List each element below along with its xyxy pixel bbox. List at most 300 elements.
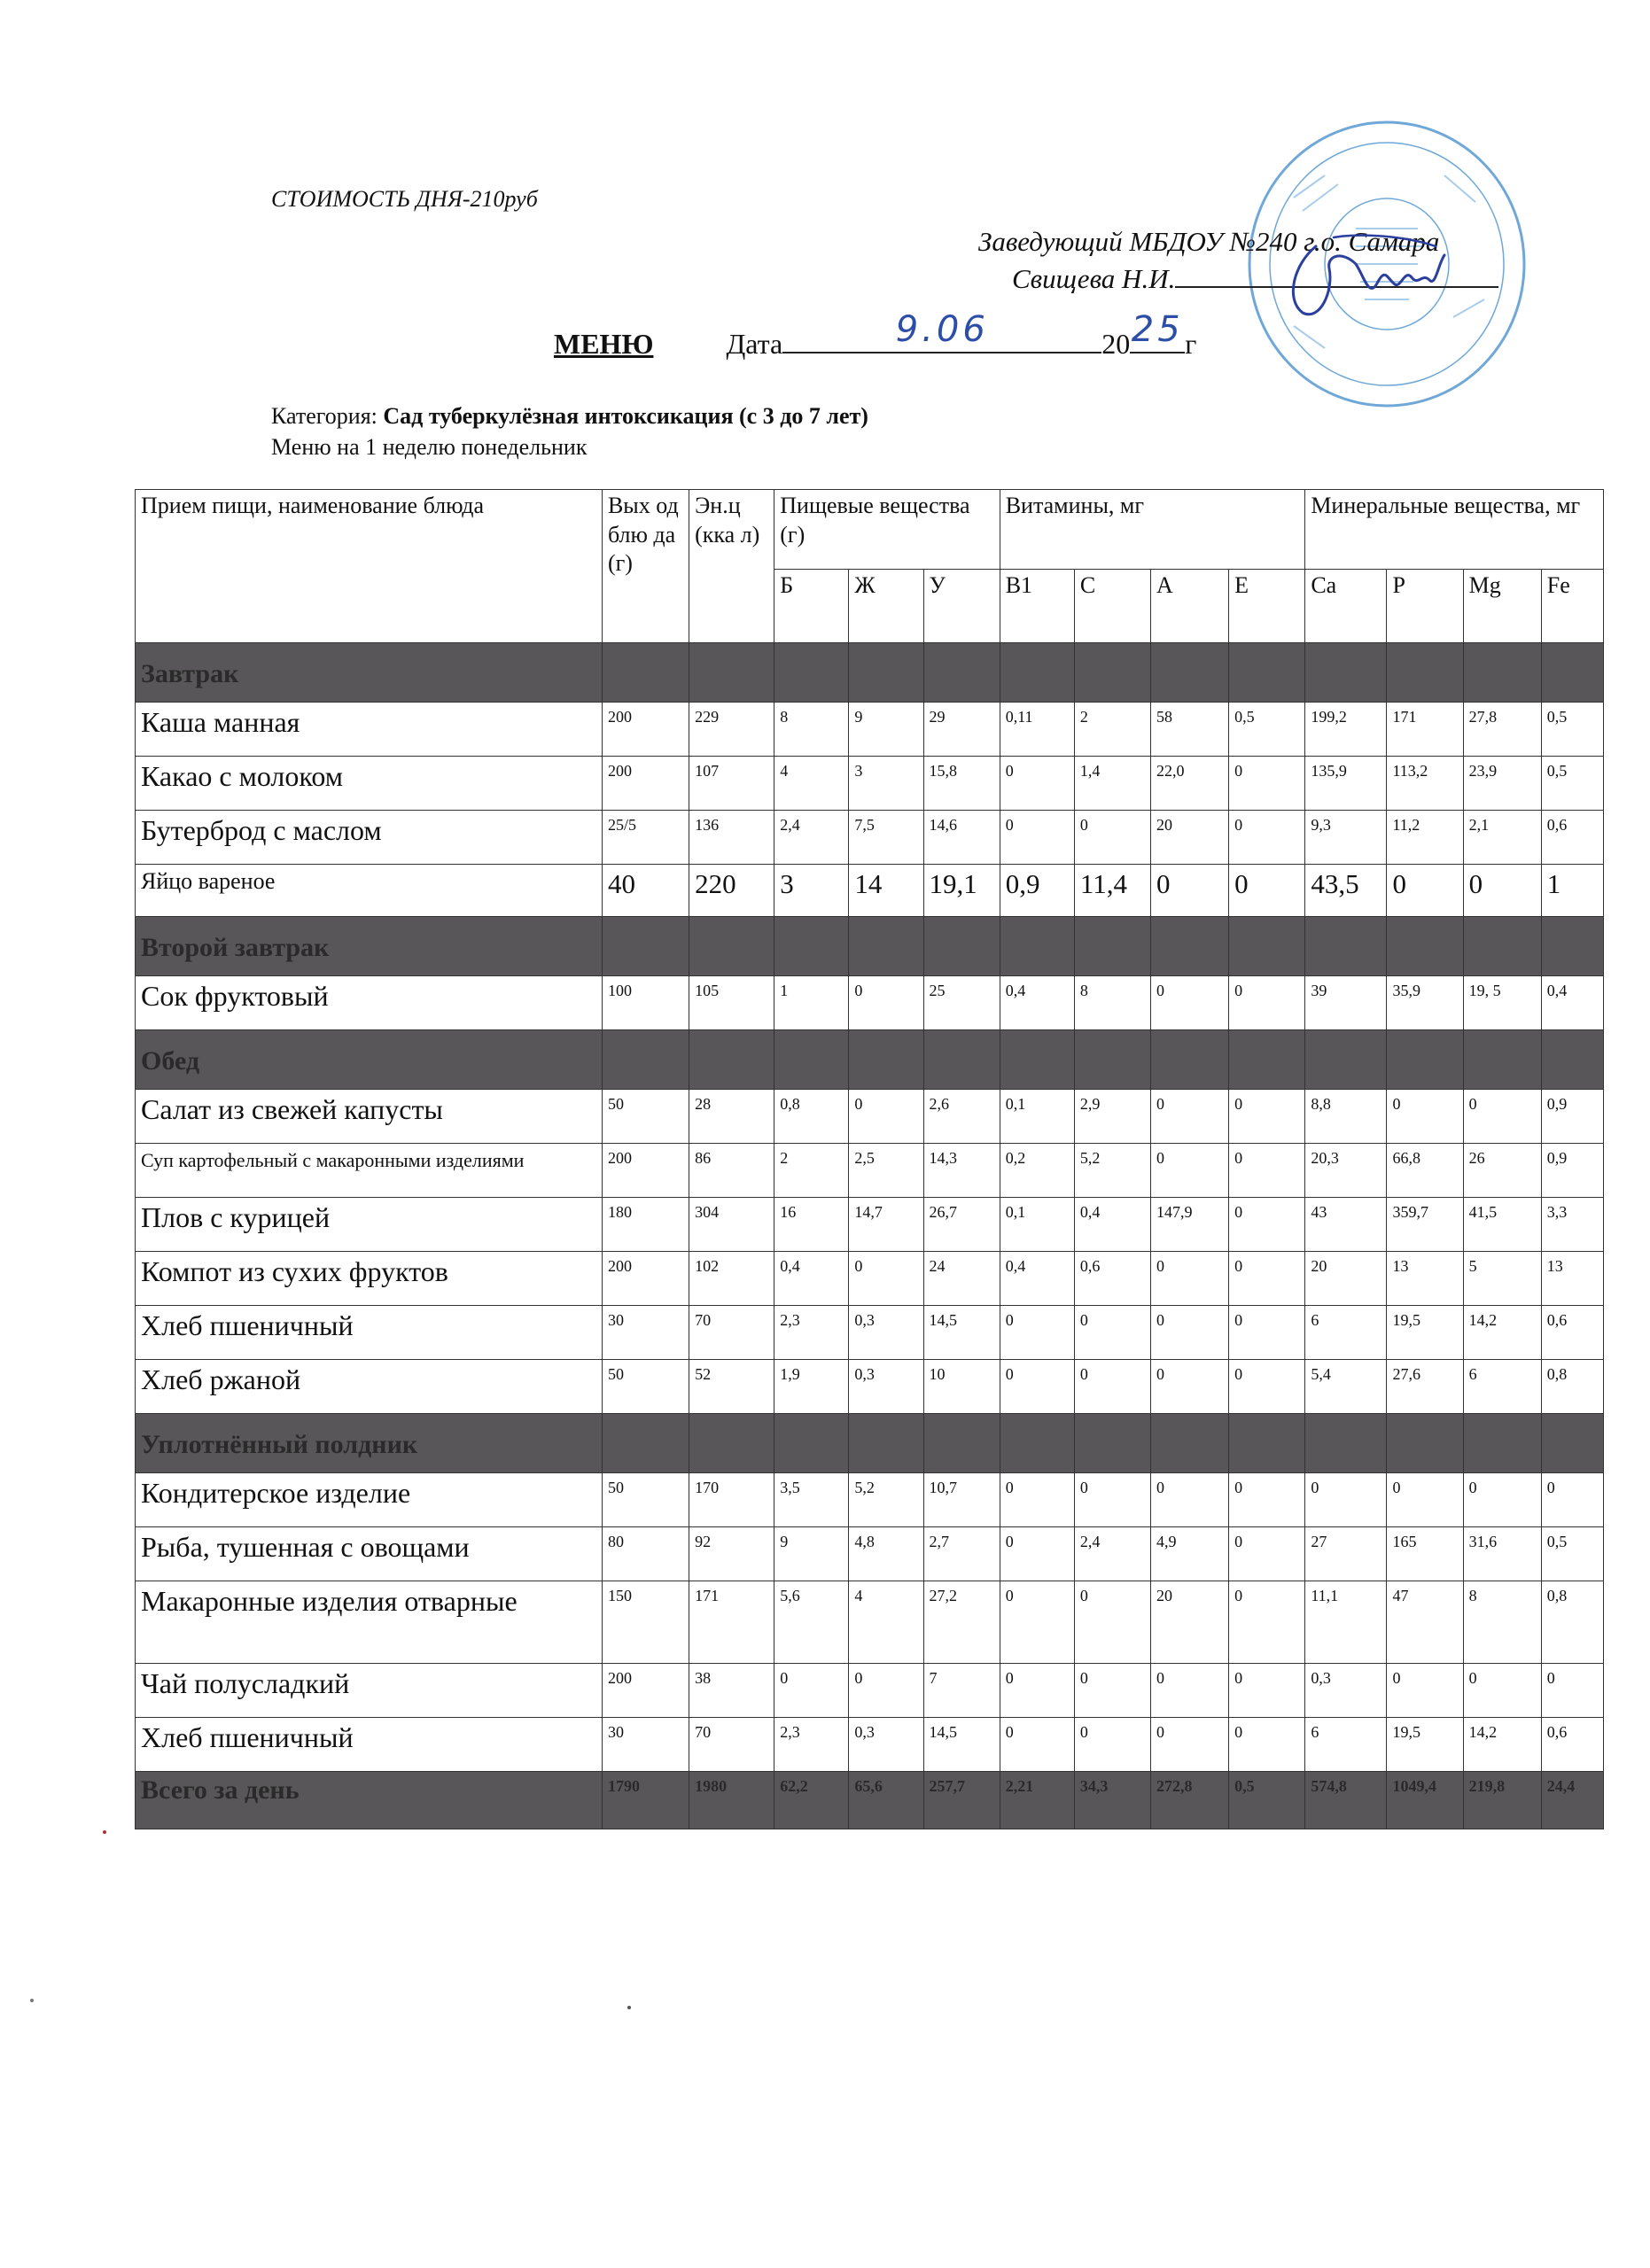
value-cell: 7,5 [849,811,923,865]
table-row [136,1527,1604,1581]
value-cell: 38 [689,1664,774,1718]
table-row [136,811,1604,865]
section-cell [774,917,849,976]
value-cell: 5,2 [849,1473,923,1527]
menu-table [135,489,1604,1829]
value-cell: 14,2 [1463,1718,1541,1772]
section-cell [1463,917,1541,976]
section-cell [602,1414,689,1473]
dish-name: Суп картофельный с макаронными изделиями [136,1144,603,1198]
total-cell: 257,7 [923,1772,1000,1829]
value-cell: 0 [1229,865,1305,917]
value-cell: 2,3 [774,1718,849,1772]
section-cell [1074,1030,1150,1090]
section-cell [1074,917,1150,976]
value-cell: 2,9 [1074,1090,1150,1144]
dish-name: Сок фруктовый [136,976,603,1030]
value-cell: 107 [689,757,774,811]
section-title: Уплотнённый полдник [136,1414,603,1473]
value-cell: 5 [1463,1252,1541,1306]
value-cell: 22,0 [1150,757,1228,811]
dish-name: Салат из свежей капусты [136,1090,603,1144]
section-cell [1074,1414,1150,1473]
section-cell [602,917,689,976]
value-cell: 0,5 [1541,757,1603,811]
value-cell: 13 [1541,1252,1603,1306]
value-cell: 0,4 [774,1252,849,1306]
value-cell: 147,9 [1150,1198,1228,1252]
col-energy: Эн.ц (кка л) [689,490,774,643]
value-cell: 3,3 [1541,1198,1603,1252]
value-cell: 0 [1229,1144,1305,1198]
section-cell [689,1030,774,1090]
section-cell [1000,1414,1074,1473]
value-cell: 200 [602,703,689,757]
table-row [136,757,1604,811]
value-cell: 0 [1150,1306,1228,1360]
value-cell: 30 [602,1306,689,1360]
section-cell [1000,917,1074,976]
value-cell: 0,6 [1074,1252,1150,1306]
value-cell: 0,9 [1541,1090,1603,1144]
col-dish: Прием пищи, наименование блюда [136,490,603,643]
value-cell: 2,6 [923,1090,1000,1144]
section-cell [689,1414,774,1473]
value-cell: 0 [1000,1664,1074,1718]
value-cell: 6 [1305,1718,1387,1772]
value-cell: 0 [1000,1360,1074,1414]
category-label: Категория: [271,403,377,429]
value-cell: 50 [602,1473,689,1527]
dish-name: Яйцо вареное [136,865,603,917]
section-cell [1387,1030,1463,1090]
value-cell: 23,9 [1463,757,1541,811]
value-cell: 8 [1463,1581,1541,1664]
scan-speck [627,2006,631,2009]
section-cell [1150,917,1228,976]
subcol-4: С [1074,570,1150,643]
scan-speck [30,1999,34,2002]
value-cell: 25 [923,976,1000,1030]
value-cell: 14 [849,865,923,917]
section-row [136,1414,1604,1473]
value-cell: 31,6 [1463,1527,1541,1581]
value-cell: 135,9 [1305,757,1387,811]
section-cell [689,643,774,703]
table-row [136,1360,1604,1414]
value-cell: 29 [923,703,1000,757]
table-row [136,976,1604,1030]
table-row [136,1718,1604,1772]
section-cell [1541,1414,1603,1473]
value-cell: 5,2 [1074,1144,1150,1198]
value-cell: 200 [602,1144,689,1198]
value-cell: 0 [1541,1664,1603,1718]
value-cell: 28 [689,1090,774,1144]
value-cell: 0 [1150,1144,1228,1198]
director-name: Свищева Н.И. [1012,262,1176,294]
year-value: 25 [1131,309,1184,350]
value-cell: 14,3 [923,1144,1000,1198]
value-cell: 0,5 [1541,703,1603,757]
value-cell: 0,4 [1000,976,1074,1030]
table-row [136,1198,1604,1252]
value-cell: 0 [1463,1664,1541,1718]
value-cell: 6 [1305,1306,1387,1360]
section-cell [602,643,689,703]
section-row [136,1030,1604,1090]
value-cell: 19, 5 [1463,976,1541,1030]
value-cell: 27,6 [1387,1360,1463,1414]
value-cell: 0 [1229,1252,1305,1306]
value-cell: 0 [1150,1718,1228,1772]
value-cell: 0,3 [1305,1664,1387,1718]
value-cell: 40 [602,865,689,917]
value-cell: 200 [602,1252,689,1306]
value-cell: 0 [1463,1090,1541,1144]
section-title: Обед [136,1030,603,1090]
value-cell: 0,1 [1000,1198,1074,1252]
total-row [136,1772,1604,1829]
section-cell [1000,1030,1074,1090]
value-cell: 2 [1074,703,1150,757]
table-row [136,1252,1604,1306]
value-cell: 14,5 [923,1718,1000,1772]
value-cell: 47 [1387,1581,1463,1664]
total-cell: 2,21 [1000,1772,1074,1829]
value-cell: 0,8 [1541,1581,1603,1664]
date-label: Дата [726,328,783,360]
section-cell [689,917,774,976]
value-cell: 2,1 [1463,811,1541,865]
subcol-7: Ca [1305,570,1387,643]
value-cell: 0 [1387,1090,1463,1144]
section-cell [774,643,849,703]
value-cell: 2,3 [774,1306,849,1360]
week-line: Меню на 1 неделю понедельник [271,434,588,461]
value-cell: 0 [1229,1198,1305,1252]
value-cell: 0 [1074,811,1150,865]
value-cell: 0,3 [849,1718,923,1772]
subcol-8: P [1387,570,1463,643]
value-cell: 229 [689,703,774,757]
total-cell: 1049,4 [1387,1772,1463,1829]
value-cell: 0 [849,976,923,1030]
table-row [136,1664,1604,1718]
value-cell: 0 [849,1664,923,1718]
value-cell: 0 [1000,757,1074,811]
value-cell: 3 [849,757,923,811]
value-cell: 43,5 [1305,865,1387,917]
value-cell: 7 [923,1664,1000,1718]
value-cell: 11,4 [1074,865,1150,917]
dish-name: Хлеб пшеничный [136,1718,603,1772]
value-cell: 105 [689,976,774,1030]
value-cell: 0 [1229,1718,1305,1772]
value-cell: 8 [1074,976,1150,1030]
menu-date-line [554,309,1197,361]
section-cell [923,643,1000,703]
dish-name: Бутерброд с маслом [136,811,603,865]
value-cell: 39 [1305,976,1387,1030]
total-cell: 272,8 [1150,1772,1228,1829]
subcol-2: У [923,570,1000,643]
date-value: 9.06 [895,309,989,350]
table-row [136,1306,1604,1360]
value-cell: 0 [1000,1473,1074,1527]
section-cell [1305,917,1387,976]
value-cell: 0,11 [1000,703,1074,757]
value-cell: 14,7 [849,1198,923,1252]
category-block [271,400,868,462]
value-cell: 19,1 [923,865,1000,917]
value-cell: 50 [602,1360,689,1414]
value-cell: 14,6 [923,811,1000,865]
value-cell: 171 [689,1581,774,1664]
value-cell: 0 [1229,757,1305,811]
value-cell: 0,8 [774,1090,849,1144]
value-cell: 26 [1463,1144,1541,1198]
value-cell: 199,2 [1305,703,1387,757]
value-cell: 1,9 [774,1360,849,1414]
value-cell: 5,4 [1305,1360,1387,1414]
value-cell: 200 [602,1664,689,1718]
total-cell: 24,4 [1541,1772,1603,1829]
section-cell [1463,1414,1541,1473]
value-cell: 150 [602,1581,689,1664]
value-cell: 0 [1150,1360,1228,1414]
value-cell: 27 [1305,1527,1387,1581]
value-cell: 9,3 [1305,811,1387,865]
section-cell [602,1030,689,1090]
value-cell: 2,4 [1074,1527,1150,1581]
value-cell: 136 [689,811,774,865]
handwritten-signature [1280,229,1449,326]
director-title: Заведующий МБДОУ №240 г.о. Самара [978,226,1440,257]
value-cell: 86 [689,1144,774,1198]
value-cell: 1,4 [1074,757,1150,811]
section-cell [1229,1030,1305,1090]
value-cell: 4 [774,757,849,811]
table-row [136,703,1604,757]
value-cell: 26,7 [923,1198,1000,1252]
value-cell: 2,5 [849,1144,923,1198]
value-cell: 0 [1000,1581,1074,1664]
total-label: Всего за день [136,1772,603,1829]
value-cell: 0 [1541,1473,1603,1527]
day-cost: СТОИМОСТЬ ДНЯ-210руб [271,186,538,212]
section-cell [1074,643,1150,703]
section-row [136,643,1604,703]
value-cell: 165 [1387,1527,1463,1581]
value-cell: 70 [689,1306,774,1360]
value-cell: 0,5 [1541,1527,1603,1581]
value-cell: 41,5 [1463,1198,1541,1252]
value-cell: 20,3 [1305,1144,1387,1198]
value-cell: 0 [1229,1090,1305,1144]
section-cell [849,1414,923,1473]
value-cell: 200 [602,757,689,811]
table-row [136,865,1604,917]
subcol-9: Mg [1463,570,1541,643]
value-cell: 80 [602,1527,689,1581]
value-cell: 14,5 [923,1306,1000,1360]
value-cell: 0 [1000,1718,1074,1772]
section-cell [1463,643,1541,703]
value-cell: 0 [1074,1581,1150,1664]
value-cell: 5,6 [774,1581,849,1664]
section-title: Второй завтрак [136,917,603,976]
value-cell: 0,6 [1541,1718,1603,1772]
value-cell: 3 [774,865,849,917]
value-cell: 0 [774,1664,849,1718]
table-row [136,1473,1604,1527]
year-prefix: 20 [1101,328,1131,360]
value-cell: 3,5 [774,1473,849,1527]
subcol-6: Е [1229,570,1305,643]
value-cell: 27,2 [923,1581,1000,1664]
value-cell: 0 [1305,1473,1387,1527]
subcol-0: Б [774,570,849,643]
value-cell: 0,3 [849,1360,923,1414]
value-cell: 19,5 [1387,1718,1463,1772]
dish-name: Какао с молоком [136,757,603,811]
value-cell: 20 [1150,811,1228,865]
value-cell: 0 [1463,1473,1541,1527]
col-yield: Вых од блю да (г) [602,490,689,643]
col-minerals: Минеральные вещества, мг [1305,490,1604,570]
value-cell: 0,2 [1000,1144,1074,1198]
section-cell [1229,643,1305,703]
value-cell: 0,4 [1000,1252,1074,1306]
value-cell: 13 [1387,1252,1463,1306]
value-cell: 0 [1074,1473,1150,1527]
total-cell: 65,6 [849,1772,923,1829]
value-cell: 52 [689,1360,774,1414]
total-cell: 62,2 [774,1772,849,1829]
col-nutrients: Пищевые вещества (г) [774,490,1000,570]
section-cell [849,1030,923,1090]
dish-name: Хлеб пшеничный [136,1306,603,1360]
value-cell: 20 [1150,1581,1228,1664]
value-cell: 0,9 [1541,1144,1603,1198]
table-row [136,1581,1604,1664]
value-cell: 0 [1229,1527,1305,1581]
section-cell [1541,643,1603,703]
value-cell: 170 [689,1473,774,1527]
total-cell: 34,3 [1074,1772,1150,1829]
section-cell [923,1030,1000,1090]
dish-name: Макаронные изделия отварные [136,1581,603,1664]
value-cell: 0 [1074,1664,1150,1718]
value-cell: 58 [1150,703,1228,757]
value-cell: 0,1 [1000,1090,1074,1144]
value-cell: 0 [1074,1306,1150,1360]
value-cell: 0 [1229,1581,1305,1664]
value-cell: 30 [602,1718,689,1772]
value-cell: 102 [689,1252,774,1306]
value-cell: 220 [689,865,774,917]
subcol-1: Ж [849,570,923,643]
value-cell: 0 [1229,976,1305,1030]
value-cell: 180 [602,1198,689,1252]
table-row [136,1144,1604,1198]
section-cell [1387,1414,1463,1473]
value-cell: 0 [1000,1306,1074,1360]
value-cell: 171 [1387,703,1463,757]
menu-title: МЕНЮ [554,328,654,360]
category-value: Сад туберкулёзная интоксикация (с 3 до 7 лет) [383,403,868,429]
dish-name: Хлеб ржаной [136,1360,603,1414]
value-cell: 4,9 [1150,1527,1228,1581]
value-cell: 16 [774,1198,849,1252]
value-cell: 66,8 [1387,1144,1463,1198]
value-cell: 8 [774,703,849,757]
value-cell: 0 [1150,1473,1228,1527]
value-cell: 10 [923,1360,1000,1414]
value-cell: 0 [1150,865,1228,917]
value-cell: 0,3 [849,1306,923,1360]
dish-name: Чай полусладкий [136,1664,603,1718]
section-cell [774,1414,849,1473]
value-cell: 0 [1000,1527,1074,1581]
value-cell: 2,7 [923,1527,1000,1581]
value-cell: 0 [1387,1664,1463,1718]
value-cell: 0 [1387,865,1463,917]
value-cell: 15,8 [923,757,1000,811]
value-cell: 0 [1229,811,1305,865]
value-cell: 0 [1150,1252,1228,1306]
value-cell: 0 [1229,1360,1305,1414]
value-cell: 9 [774,1527,849,1581]
value-cell: 27,8 [1463,703,1541,757]
value-cell: 1 [1541,865,1603,917]
section-cell [1305,1030,1387,1090]
value-cell: 0 [1000,811,1074,865]
section-cell [1387,917,1463,976]
value-cell: 11,1 [1305,1581,1387,1664]
value-cell: 0,4 [1074,1198,1150,1252]
section-cell [1541,1030,1603,1090]
subcol-10: Fe [1541,570,1603,643]
total-cell: 1980 [689,1772,774,1829]
value-cell: 11,2 [1387,811,1463,865]
value-cell: 25/5 [602,811,689,865]
col-vitamins: Витамины, мг [1000,490,1305,570]
value-cell: 0 [1150,976,1228,1030]
dish-name: Плов с курицей [136,1198,603,1252]
section-cell [1000,643,1074,703]
value-cell: 19,5 [1387,1306,1463,1360]
value-cell: 2 [774,1144,849,1198]
value-cell: 8,8 [1305,1090,1387,1144]
section-cell [849,643,923,703]
value-cell: 0 [1229,1306,1305,1360]
section-cell [1229,1414,1305,1473]
subcol-3: В1 [1000,570,1074,643]
value-cell: 4,8 [849,1527,923,1581]
dish-name: Каша манная [136,703,603,757]
value-cell: 70 [689,1718,774,1772]
value-cell: 4 [849,1581,923,1664]
value-cell: 20 [1305,1252,1387,1306]
section-cell [1150,643,1228,703]
value-cell: 0 [1463,865,1541,917]
section-cell [1305,1414,1387,1473]
dish-name: Рыба, тушенная с овощами [136,1527,603,1581]
header-row-1 [136,490,1604,570]
scan-speck [103,1830,106,1834]
